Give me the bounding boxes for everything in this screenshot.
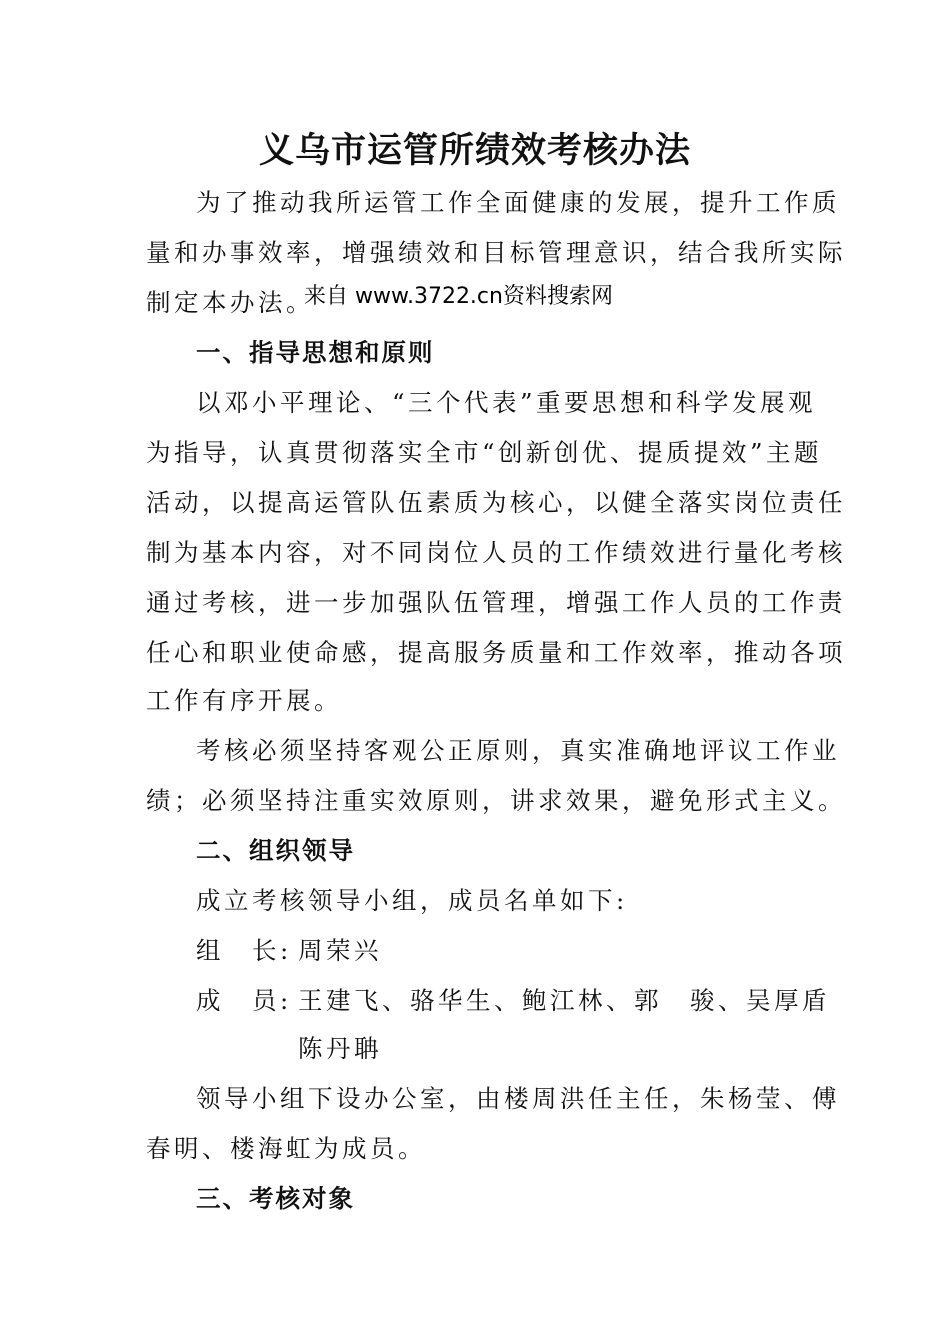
s2-intro: 成立考核领导小组，成员名单如下:	[196, 886, 628, 915]
s1-para1-line-1: 以邓小平理论、“三个代表”重要思想和科学发展观	[196, 388, 817, 417]
watermark-text: 来自 www.3722.cn资料搜索网	[304, 284, 613, 309]
leader-name: 周荣兴	[298, 936, 382, 965]
intro-line-1: 为了推动我所运管工作全面健康的发展，提升工作质	[196, 188, 840, 217]
s1-para2-line-1: 考核必须坚持客观公正原则，真实准确地评议工作业	[196, 736, 840, 765]
office-line-1: 领导小组下设办公室，由楼周洪任主任，朱杨莹、傅	[196, 1084, 840, 1113]
s1-para1-line-3: 活动，以提高运管队伍素质为核心，以健全落实岗位责任	[146, 488, 846, 517]
intro-line-3: 制定本办法。	[146, 288, 314, 317]
document-title: 义乌市运管所绩效考核办法	[258, 131, 691, 171]
section-heading-2: 二、组织领导	[196, 836, 355, 865]
office-line-2: 春明、楼海虹为成员。	[146, 1134, 426, 1163]
s1-para1-line-5: 通过考核，进一步加强队伍管理，增强工作人员的工作责	[146, 588, 846, 617]
section-heading-1: 一、指导思想和原则	[196, 338, 435, 367]
s1-para2-line-2: 绩；必须坚持注重实效原则，讲求效果，避免形式主义。	[146, 786, 846, 815]
members-line-1: 王建飞、骆华生、鲍江林、郭 骏、吴厚盾	[298, 986, 830, 1015]
members-line-2: 陈丹聃	[298, 1034, 382, 1063]
s1-para1-line-7: 工作有序开展。	[146, 686, 342, 715]
intro-line-2: 量和办事效率，增强绩效和目标管理意识，结合我所实际	[146, 238, 846, 267]
section-heading-3: 三、考核对象	[196, 1184, 355, 1213]
s1-para1-line-6: 任心和职业使命感，提高服务质量和工作效率，推动各项	[146, 638, 846, 667]
s1-para1-line-2: 为指导，认真贯彻落实全市“创新创优、提质提效”主题	[146, 438, 823, 467]
s1-para1-line-4: 制为基本内容，对不同岗位人员的工作绩效进行量化考核	[146, 538, 846, 567]
members-label: 成 员:	[196, 986, 292, 1015]
leader-label: 组 长:	[196, 936, 292, 965]
